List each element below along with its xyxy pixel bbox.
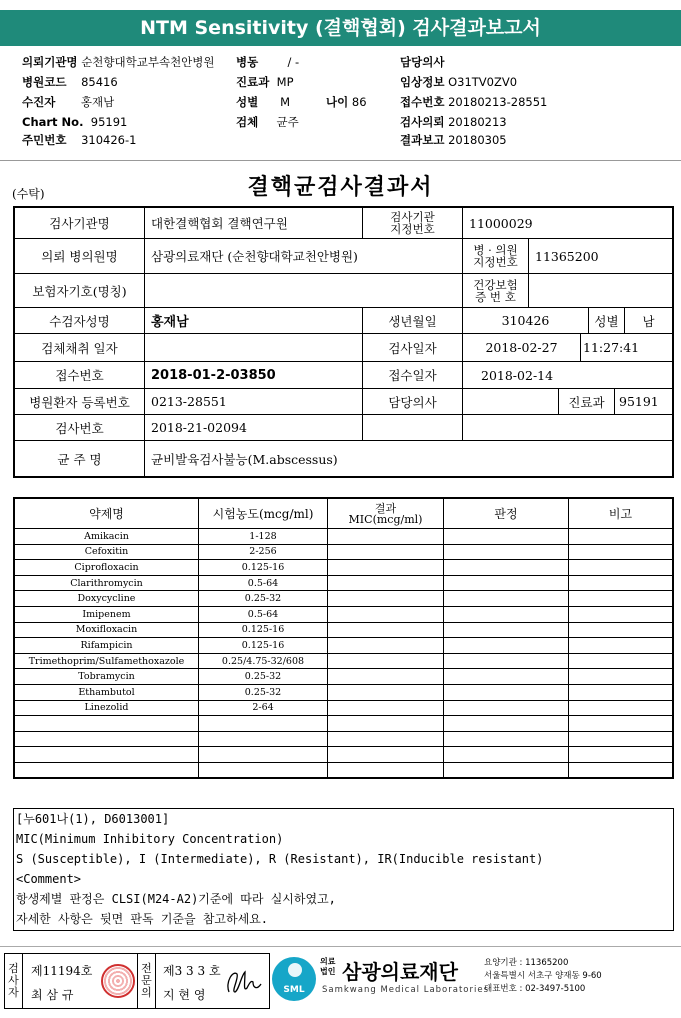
tester-name: 최 삼 규 bbox=[31, 988, 74, 1002]
receipt-label: 접수번호 bbox=[15, 362, 145, 389]
hospital-reg-label: 병원환자 등록번호 bbox=[15, 389, 145, 415]
test-no-value: 2018-21-02094 bbox=[145, 415, 363, 441]
lab-name-label: 검사기관명 bbox=[15, 208, 145, 239]
report-title-bar: NTM Sensitivity (결핵협회) 검사결과보고서 bbox=[0, 10, 681, 46]
drug-table-cell-drug: Trimethoprim/Sulfamethoxazole bbox=[15, 654, 199, 670]
conc-header: 시험농도(mcg/ml) bbox=[199, 499, 328, 529]
drug-table-cell-drug bbox=[15, 716, 199, 732]
test-no-blank-1 bbox=[363, 415, 463, 441]
drug-header: 약제명 bbox=[15, 499, 199, 529]
drug-table-cell-drug bbox=[15, 732, 199, 748]
lab-name-value: 대한결핵협회 결핵연구원 bbox=[145, 208, 363, 239]
drug-table-cell-conc: 0.125-16 bbox=[199, 560, 328, 576]
footer-divider bbox=[0, 946, 681, 947]
drug-table-cell-conc: 0.25-32 bbox=[199, 591, 328, 607]
drug-table-cell-judgement bbox=[444, 654, 569, 670]
receipt-value: 2018-01-2-03850 bbox=[145, 362, 363, 389]
comment-mic-def: MIC(Minimum Inhibitory Concentration) bbox=[16, 832, 284, 846]
drug-table-cell-remark bbox=[569, 638, 672, 654]
approver-id: 제3 3 3 호 bbox=[163, 964, 221, 978]
drug-table-cell-judgement bbox=[444, 638, 569, 654]
drug-table-cell-drug: Cefoxitin bbox=[15, 545, 199, 561]
drug-table-cell-remark bbox=[569, 763, 672, 779]
drug-table-cell-drug bbox=[15, 747, 199, 763]
drug-table-cell-drug: Ciprofloxacin bbox=[15, 560, 199, 576]
brand-prefix: 의료 법인 bbox=[320, 957, 336, 976]
drug-table-cell-conc: 0.25-32 bbox=[199, 685, 328, 701]
test-no-label: 검사번호 bbox=[15, 415, 145, 441]
drug-table-cell-drug: Linezolid bbox=[15, 701, 199, 717]
approver-signature bbox=[223, 962, 263, 1002]
lab-designation-label: 검사기관 지정번호 bbox=[363, 208, 463, 239]
drug-table-cell-mic bbox=[328, 685, 444, 701]
insurer-label: 보험자기호(명칭) bbox=[15, 274, 145, 308]
header-dept: 진료과 MP bbox=[236, 75, 294, 89]
drug-table-cell-drug: Amikacin bbox=[15, 529, 199, 545]
lab-designation-value: 11000029 bbox=[463, 208, 672, 239]
drug-table-cell-remark bbox=[569, 701, 672, 717]
drug-table-cell-conc: 1-128 bbox=[199, 529, 328, 545]
drug-table-cell-judgement bbox=[444, 591, 569, 607]
approver-label: 전 문 의 bbox=[138, 954, 156, 1008]
drug-table-cell-mic bbox=[328, 763, 444, 779]
drug-table-cell-judgement bbox=[444, 685, 569, 701]
drug-table-cell-mic bbox=[328, 591, 444, 607]
header-doctor: 담당의사 bbox=[400, 55, 445, 69]
drug-table-cell-conc: 2-256 bbox=[199, 545, 328, 561]
judgement-header: 판정 bbox=[444, 499, 569, 529]
header-specimen: 검체 균주 bbox=[236, 115, 299, 129]
drug-table-cell-remark bbox=[569, 545, 672, 561]
header-clinical-info: 임상정보 O31TV0ZV0 bbox=[400, 75, 518, 89]
drug-table-cell-judgement bbox=[444, 576, 569, 592]
drug-table-cell-remark bbox=[569, 732, 672, 748]
drug-table-cell-judgement bbox=[444, 747, 569, 763]
drug-table-cell-judgement bbox=[444, 701, 569, 717]
drug-table-cell-judgement bbox=[444, 545, 569, 561]
drug-table-cell-judgement bbox=[444, 607, 569, 623]
drug-table-cell-mic bbox=[328, 638, 444, 654]
drug-table-cell-mic bbox=[328, 607, 444, 623]
drug-table-cell-judgement bbox=[444, 560, 569, 576]
attending-value bbox=[463, 389, 559, 415]
attending-label: 담당의사 bbox=[363, 389, 463, 415]
test-no-blank-2 bbox=[463, 415, 672, 441]
drug-table-cell-judgement bbox=[444, 623, 569, 639]
drug-table-cell-conc: 0.5-64 bbox=[199, 607, 328, 623]
drug-table-cell-drug: Tobramycin bbox=[15, 669, 199, 685]
strain-value: 균비발육검사불능(M.abscessus) bbox=[151, 451, 338, 467]
header-receipt-no: 접수번호 20180213-28551 bbox=[400, 95, 548, 109]
drug-sensitivity-table bbox=[13, 497, 674, 779]
drug-table-cell-remark bbox=[569, 716, 672, 732]
patient-info-table bbox=[13, 206, 674, 478]
health-insurance-value bbox=[529, 274, 672, 308]
tester-id: 제11194호 bbox=[31, 964, 93, 978]
brand-name: 삼광의료재단 bbox=[342, 960, 458, 984]
drug-table-cell-drug bbox=[15, 763, 199, 779]
drug-table-cell-judgement bbox=[444, 669, 569, 685]
remark-header: 비고 bbox=[569, 499, 672, 529]
collection-value bbox=[145, 334, 363, 362]
report-heading: 결핵균검사결과서 bbox=[247, 174, 434, 200]
drug-table-cell-remark bbox=[569, 591, 672, 607]
header-age: 나이 86 bbox=[326, 95, 367, 109]
drug-table-cell-mic bbox=[328, 623, 444, 639]
drug-table-cell-drug: Ethambutol bbox=[15, 685, 199, 701]
patient-name-label: 수검자성명 bbox=[15, 308, 145, 334]
drug-table-cell-mic bbox=[328, 701, 444, 717]
drug-table-cell-mic bbox=[328, 545, 444, 561]
drug-table-cell-remark bbox=[569, 685, 672, 701]
drug-table-cell-drug: Clarithromycin bbox=[15, 576, 199, 592]
test-time-value: 11:27:41 bbox=[581, 334, 672, 362]
receipt-date-label: 접수일자 bbox=[363, 362, 463, 389]
collection-label: 검체채취 일자 bbox=[15, 334, 145, 362]
clinic-designation-value: 11365200 bbox=[529, 239, 672, 274]
drug-table-cell-remark bbox=[569, 747, 672, 763]
tester-seal-stamp bbox=[101, 964, 135, 998]
drug-table-cell-conc bbox=[199, 716, 328, 732]
header-institution: 의뢰기관명 순천향대학교부속천안병원 bbox=[22, 55, 215, 69]
drug-table-cell-conc bbox=[199, 747, 328, 763]
drug-table-cell-mic bbox=[328, 654, 444, 670]
drug-table-cell-conc: 0.125-16 bbox=[199, 638, 328, 654]
drug-table-cell-conc bbox=[199, 763, 328, 779]
req-hospital-value: 삼광의료재단 (순천향대학교천안병원) bbox=[145, 239, 463, 274]
drug-table-cell-mic bbox=[328, 747, 444, 763]
drug-table-cell-drug: Imipenem bbox=[15, 607, 199, 623]
drug-table-cell-drug: Moxifloxacin bbox=[15, 623, 199, 639]
strain-label: 균 주 명 bbox=[15, 441, 145, 476]
drug-table-cell-conc: 0.25-32 bbox=[199, 669, 328, 685]
drug-table-cell-remark bbox=[569, 560, 672, 576]
drug-table-cell-remark bbox=[569, 669, 672, 685]
drug-table-cell-judgement bbox=[444, 763, 569, 779]
drug-table-cell-drug: Rifampicin bbox=[15, 638, 199, 654]
drug-table-cell-remark bbox=[569, 654, 672, 670]
drug-table-cell-mic bbox=[328, 716, 444, 732]
drug-table-cell-judgement bbox=[444, 716, 569, 732]
approver-name: 지 현 영 bbox=[163, 988, 206, 1002]
comment-heading: <Comment> bbox=[16, 872, 82, 886]
drug-table-cell-mic bbox=[328, 669, 444, 685]
comment-code: [누601나(1), D6013001] bbox=[16, 812, 170, 826]
drug-table-cell-judgement bbox=[444, 529, 569, 545]
dept-label: 진료과 bbox=[559, 389, 615, 415]
drug-table-cell-conc: 0.125-16 bbox=[199, 623, 328, 639]
drug-table-cell-drug: Doxycycline bbox=[15, 591, 199, 607]
receipt-date-value: 2018-02-14 bbox=[463, 362, 672, 389]
header-request-date: 검사의뢰 20180213 bbox=[400, 115, 507, 129]
drug-table-cell-remark bbox=[569, 623, 672, 639]
drug-table-cell-remark bbox=[569, 529, 672, 545]
header-patient: 수진자 홍재남 bbox=[22, 95, 115, 109]
drug-table-cell-judgement bbox=[444, 732, 569, 748]
drug-table-cell-conc: 0.25/4.75-32/608 bbox=[199, 654, 328, 670]
header-divider bbox=[0, 160, 681, 161]
insurer-value bbox=[145, 274, 463, 308]
brand-contact-info: 요양기관 : 11365200 서울특별시 서초구 양재동 9-60 대표번호 : 02-3497-5100 bbox=[484, 958, 602, 994]
brand-english-name: Samkwang Medical Laboratories bbox=[322, 985, 490, 995]
clinic-designation-label: 병 · 의원 지정번호 bbox=[463, 239, 529, 274]
drug-table-cell-mic bbox=[328, 529, 444, 545]
drug-table-cell-mic bbox=[328, 560, 444, 576]
dept-value: 95191 bbox=[615, 389, 672, 415]
drug-table-cell-conc bbox=[199, 732, 328, 748]
tester-label: 검 사 자 bbox=[5, 954, 23, 1008]
drug-table-cell-remark bbox=[569, 607, 672, 623]
drug-table-cell-mic bbox=[328, 576, 444, 592]
signature-box bbox=[4, 953, 270, 1009]
comment-text-1: 항생제별 판정은 CLSI(M24-A2)기준에 따라 실시하였고, bbox=[16, 892, 336, 906]
birth-label: 생년월일 bbox=[363, 308, 463, 334]
sex-label: 성별 bbox=[589, 308, 625, 334]
drug-table-cell-conc: 0.5-64 bbox=[199, 576, 328, 592]
patient-name-value: 홍재남 bbox=[145, 308, 363, 334]
header-hospital-code: 병원코드 85416 bbox=[22, 75, 118, 89]
drug-table-cell-remark bbox=[569, 576, 672, 592]
comment-box bbox=[13, 808, 674, 931]
hospital-reg-value: 0213-28551 bbox=[145, 389, 363, 415]
birth-value: 310426 bbox=[463, 308, 589, 334]
header-chart-no: Chart No. 95191 bbox=[22, 115, 128, 129]
drug-table-cell-mic bbox=[328, 732, 444, 748]
header-report-date: 결과보고 20180305 bbox=[400, 133, 507, 147]
test-date-label: 검사일자 bbox=[363, 334, 463, 362]
report-subtitle: (수탁) bbox=[12, 187, 45, 201]
comment-legend: S (Susceptible), I (Intermediate), R (Resistant), IR(Inducible resistant) bbox=[16, 852, 544, 866]
test-date-value: 2018-02-27 bbox=[463, 334, 581, 362]
header-sex: 성별 M bbox=[236, 95, 291, 109]
header-ward: 병동 / - bbox=[236, 55, 300, 69]
comment-text-2: 자세한 사항은 뒷면 판독 기준을 참고하세요. bbox=[16, 912, 269, 926]
sex-value: 남 bbox=[625, 308, 672, 334]
req-hospital-label: 의뢰 병의원명 bbox=[15, 239, 145, 274]
sml-logo: SML bbox=[272, 957, 316, 1001]
mic-header: 결과 MIC(mcg/ml) bbox=[328, 499, 444, 529]
header-resident-no: 주민번호 310426-1 bbox=[22, 133, 137, 147]
health-insurance-label: 건강보험 증 번 호 bbox=[463, 274, 529, 308]
drug-table-cell-conc: 2-64 bbox=[199, 701, 328, 717]
